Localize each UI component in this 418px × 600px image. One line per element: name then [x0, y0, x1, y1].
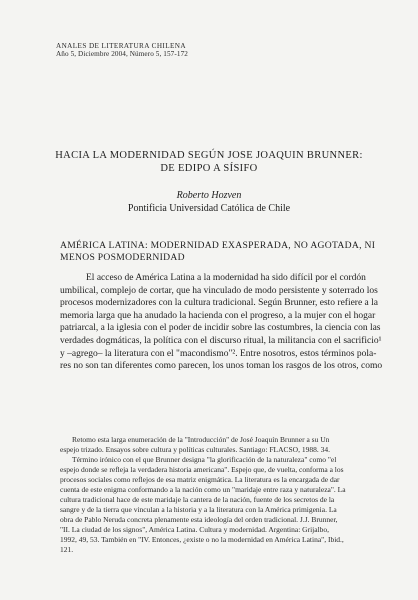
footnote-2-line: sangre y de la tierra que vinculan a la historia y a la literatura con la América primigenia. La	[60, 505, 337, 514]
body-line: res no son tan diferentes como parecen, los unos toman los rasgos de los otros, como	[60, 361, 383, 372]
author-affiliation: Pontificia Universidad Católica de Chile	[127, 202, 291, 214]
body-line: procesos modernizadores con la cultura tradicional. Según Brunner, esto refiere a la	[60, 298, 379, 309]
author-name: Roberto Hozven	[176, 190, 242, 201]
section-heading-line-2: MENOS POSMODERNIDAD	[60, 252, 185, 263]
author-block	[40, 190, 378, 215]
body-line: y –agrego– la literatura con el "macondismo"². Entre nosotros, estos términos pola-	[60, 348, 377, 359]
footnotes	[60, 435, 360, 555]
body-line: El acceso de América Latina a la modernidad ha sido difícil por el cordón	[86, 273, 366, 283]
article-title-line-2: DE EDIPO A SÍSIFO	[160, 162, 258, 174]
journal-header	[56, 42, 188, 59]
footnote-1-line: Retomo esta larga enumeración de la "Introducción" de José Joaquín Brunner a su Un	[72, 435, 330, 444]
body-line: memoria larga que ha anudado la hacienda con el progreso, a la mujer con el hogar	[60, 310, 376, 321]
section-heading-line-1: AMÉRICA LATINA: MODERNIDAD EXASPERADA, NO AGOTADA, NI	[60, 240, 376, 251]
body-line: patriarcal, a la iglesia con el poder de incidir sobre las costumbres, la ciencia con las	[60, 323, 381, 334]
footnote-2-line: Término irónico con el que Brunner designa "la glorificación de la naturaleza" como "el	[72, 455, 337, 464]
footnote-2-line: procesos sociales como reflejos de esa matriz enigmática. La literatura es la encargada de dar	[60, 475, 340, 484]
article-title	[40, 150, 378, 175]
footnote-2-line: cultura tradicional hace de este maridaje la cantera de la nación, fuente de los secretos de la	[60, 495, 335, 504]
article-title-line-1: HACIA LA MODERNIDAD SEGÚN JOSE JOAQUIN BRUNNER:	[55, 150, 363, 161]
body-paragraph	[60, 272, 383, 373]
body-line: verdades dogmáticas, la política con el discurso ritual, la militancia con el sacrificio¹	[60, 335, 382, 346]
journal-issue: Año 5, Diciembre 2004, Número 5, 157-172	[56, 50, 188, 59]
body-line: umbilical, complejo de cortar, que ha vinculado de modo persistente y soterrado los	[60, 285, 378, 296]
footnote-2-line: obra de Pablo Neruda concreta plenamente esta ideología del orden tradicional. J.J. Brunner,	[60, 515, 338, 524]
footnote-2-line: espejo donde se refleja la verdadera historia americana". Espejo que, de vuelta, conforma a los	[60, 465, 344, 474]
footnote-2-line: 121.	[60, 545, 74, 554]
footnote-2-line: "II. La ciudad de los signos", América Latina. Cultura y modernidad. Argentina: Grijalbo,	[60, 525, 330, 534]
footnote-2-line: cuenta de este enigma conformando a la nación como un "maridaje entre raza y naturaleza". La	[60, 485, 346, 494]
footnote-2-line: 1992, 49, 53. También en "IV. Entonces, ¿existe o no la modernidad en América Latina", Ibid.,	[60, 535, 344, 544]
section-heading	[60, 240, 376, 264]
journal-name: ANALES DE LITERATURA CHILENA	[56, 42, 186, 50]
footnote-1-line: espejo trizado. Ensayos sobre cultura y políticas culturales. Santiago: FLACSO, 1988. 34.	[60, 445, 330, 454]
